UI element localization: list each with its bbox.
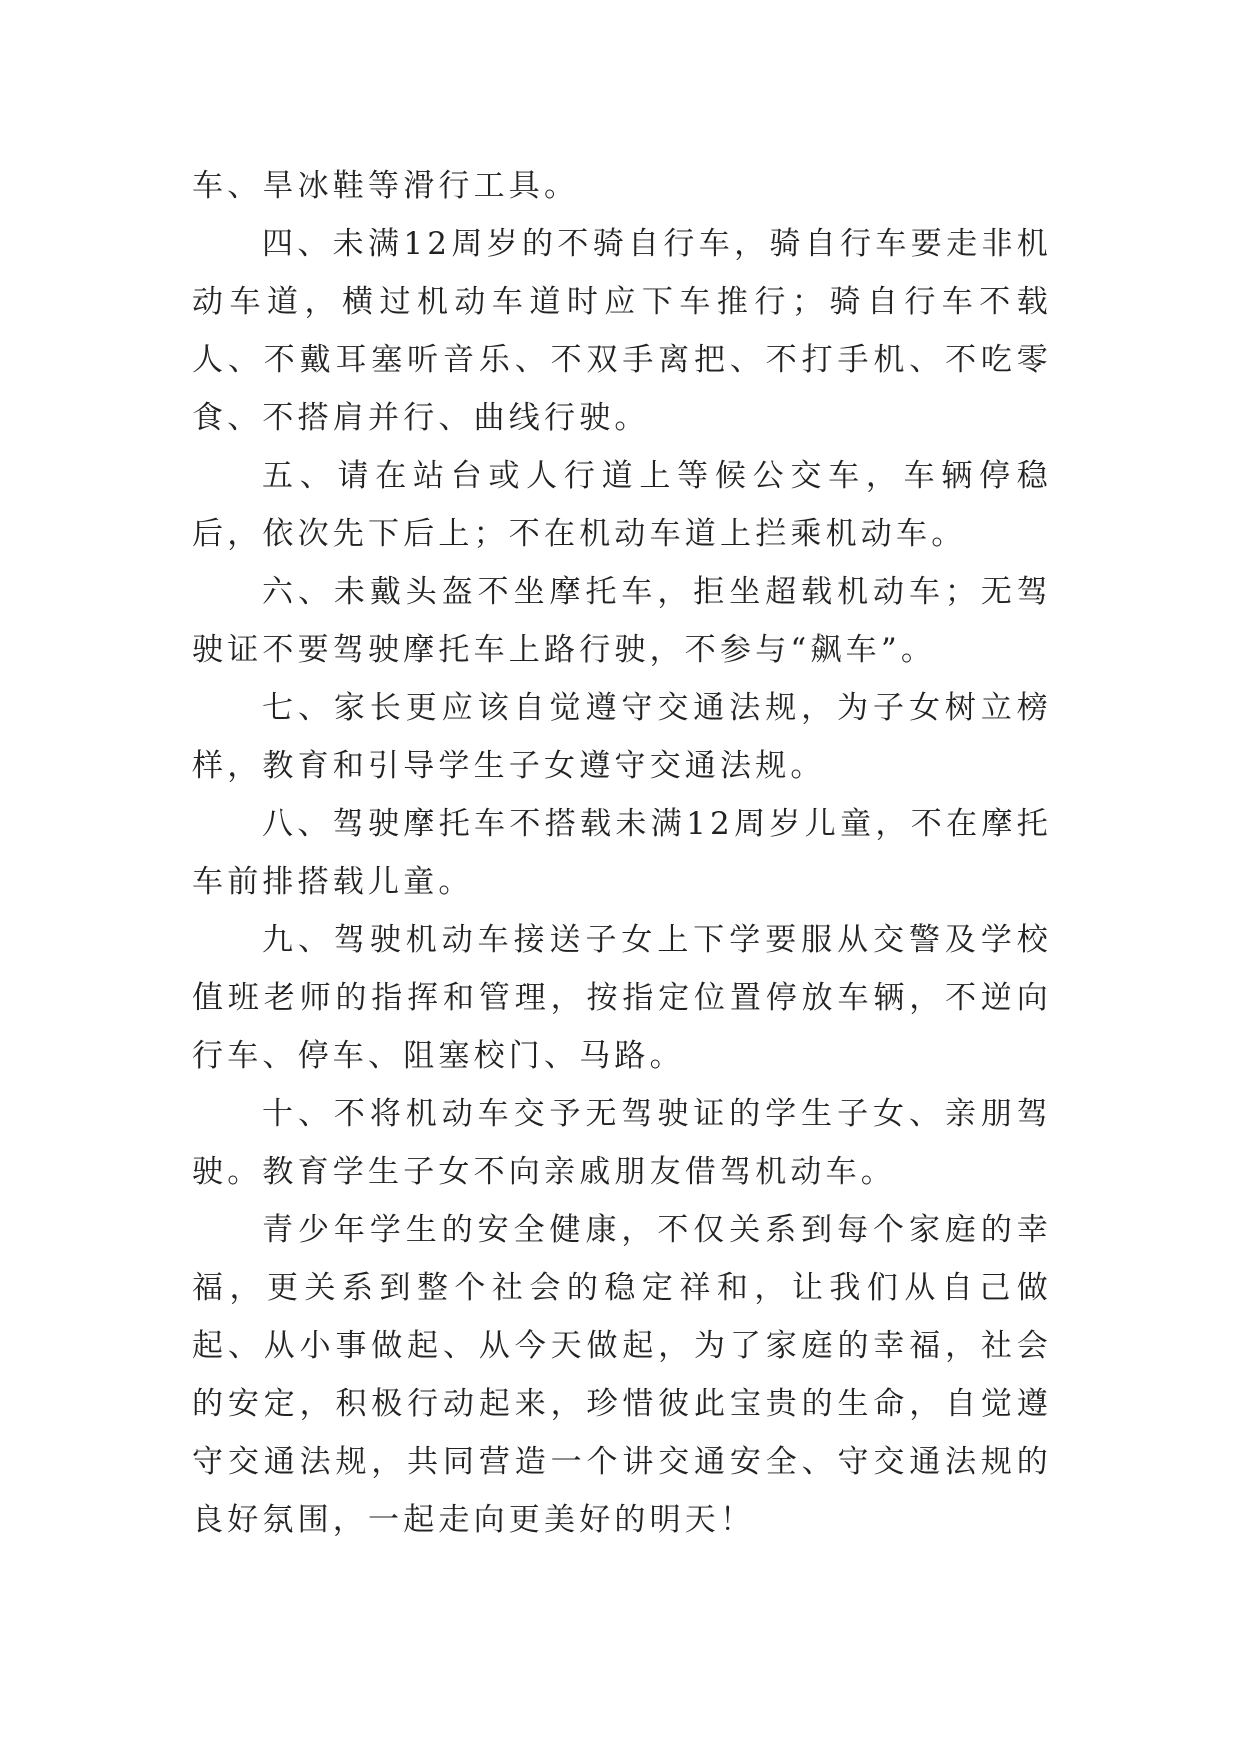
paragraph-conclusion: 青少年学生的安全健康，不仅关系到每个家庭的幸福，更关系到整个社会的稳定祥和，让我们从自己做起、从小事做起、从今天做起，为了家庭的幸福，社会的安定，积极行动起来，珍惜彼此宝贵的生命，自觉遵守交通法规，共同营造一个讲交通安全、守交通法规的良好氛围，一起走向更美好的明天！ xyxy=(192,1212,1052,1538)
paragraph-item-8: 八、驾驶摩托车不搭载未满12周岁儿童，不在摩托车前排搭载儿童。 xyxy=(192,806,1052,900)
paragraph-item-10: 十、不将机动车交予无驾驶证的学生子女、亲朋驾驶。教育学生子女不向亲戚朋友借驾机动车。 xyxy=(192,1096,1052,1190)
paragraph-item-7: 七、家长更应该自觉遵守交通法规，为子女树立榜样，教育和引导学生子女遵守交通法规。 xyxy=(192,690,1052,784)
paragraph-continuation: 车、旱冰鞋等滑行工具。 xyxy=(192,168,580,204)
document-body xyxy=(192,157,1052,1549)
paragraph-item-4: 四、未满12周岁的不骑自行车，骑自行车要走非机动车道，横过机动车道时应下车推行；骑自行车不载人、不戴耳塞听音乐、不双手离把、不打手机、不吃零食、不搭肩并行、曲线行驶。 xyxy=(192,226,1052,436)
paragraph-item-6: 六、未戴头盔不坐摩托车，拒坐超载机动车；无驾驶证不要驾驶摩托车上路行驶，不参与“飙车”。 xyxy=(192,574,1052,668)
paragraph-item-9: 九、驾驶机动车接送子女上下学要服从交警及学校值班老师的指挥和管理，按指定位置停放车辆，不逆向行车、停车、阻塞校门、马路。 xyxy=(192,922,1052,1074)
paragraph-item-5: 五、请在站台或人行道上等候公交车，车辆停稳后，依次先下后上；不在机动车道上拦乘机动车。 xyxy=(192,458,1052,552)
